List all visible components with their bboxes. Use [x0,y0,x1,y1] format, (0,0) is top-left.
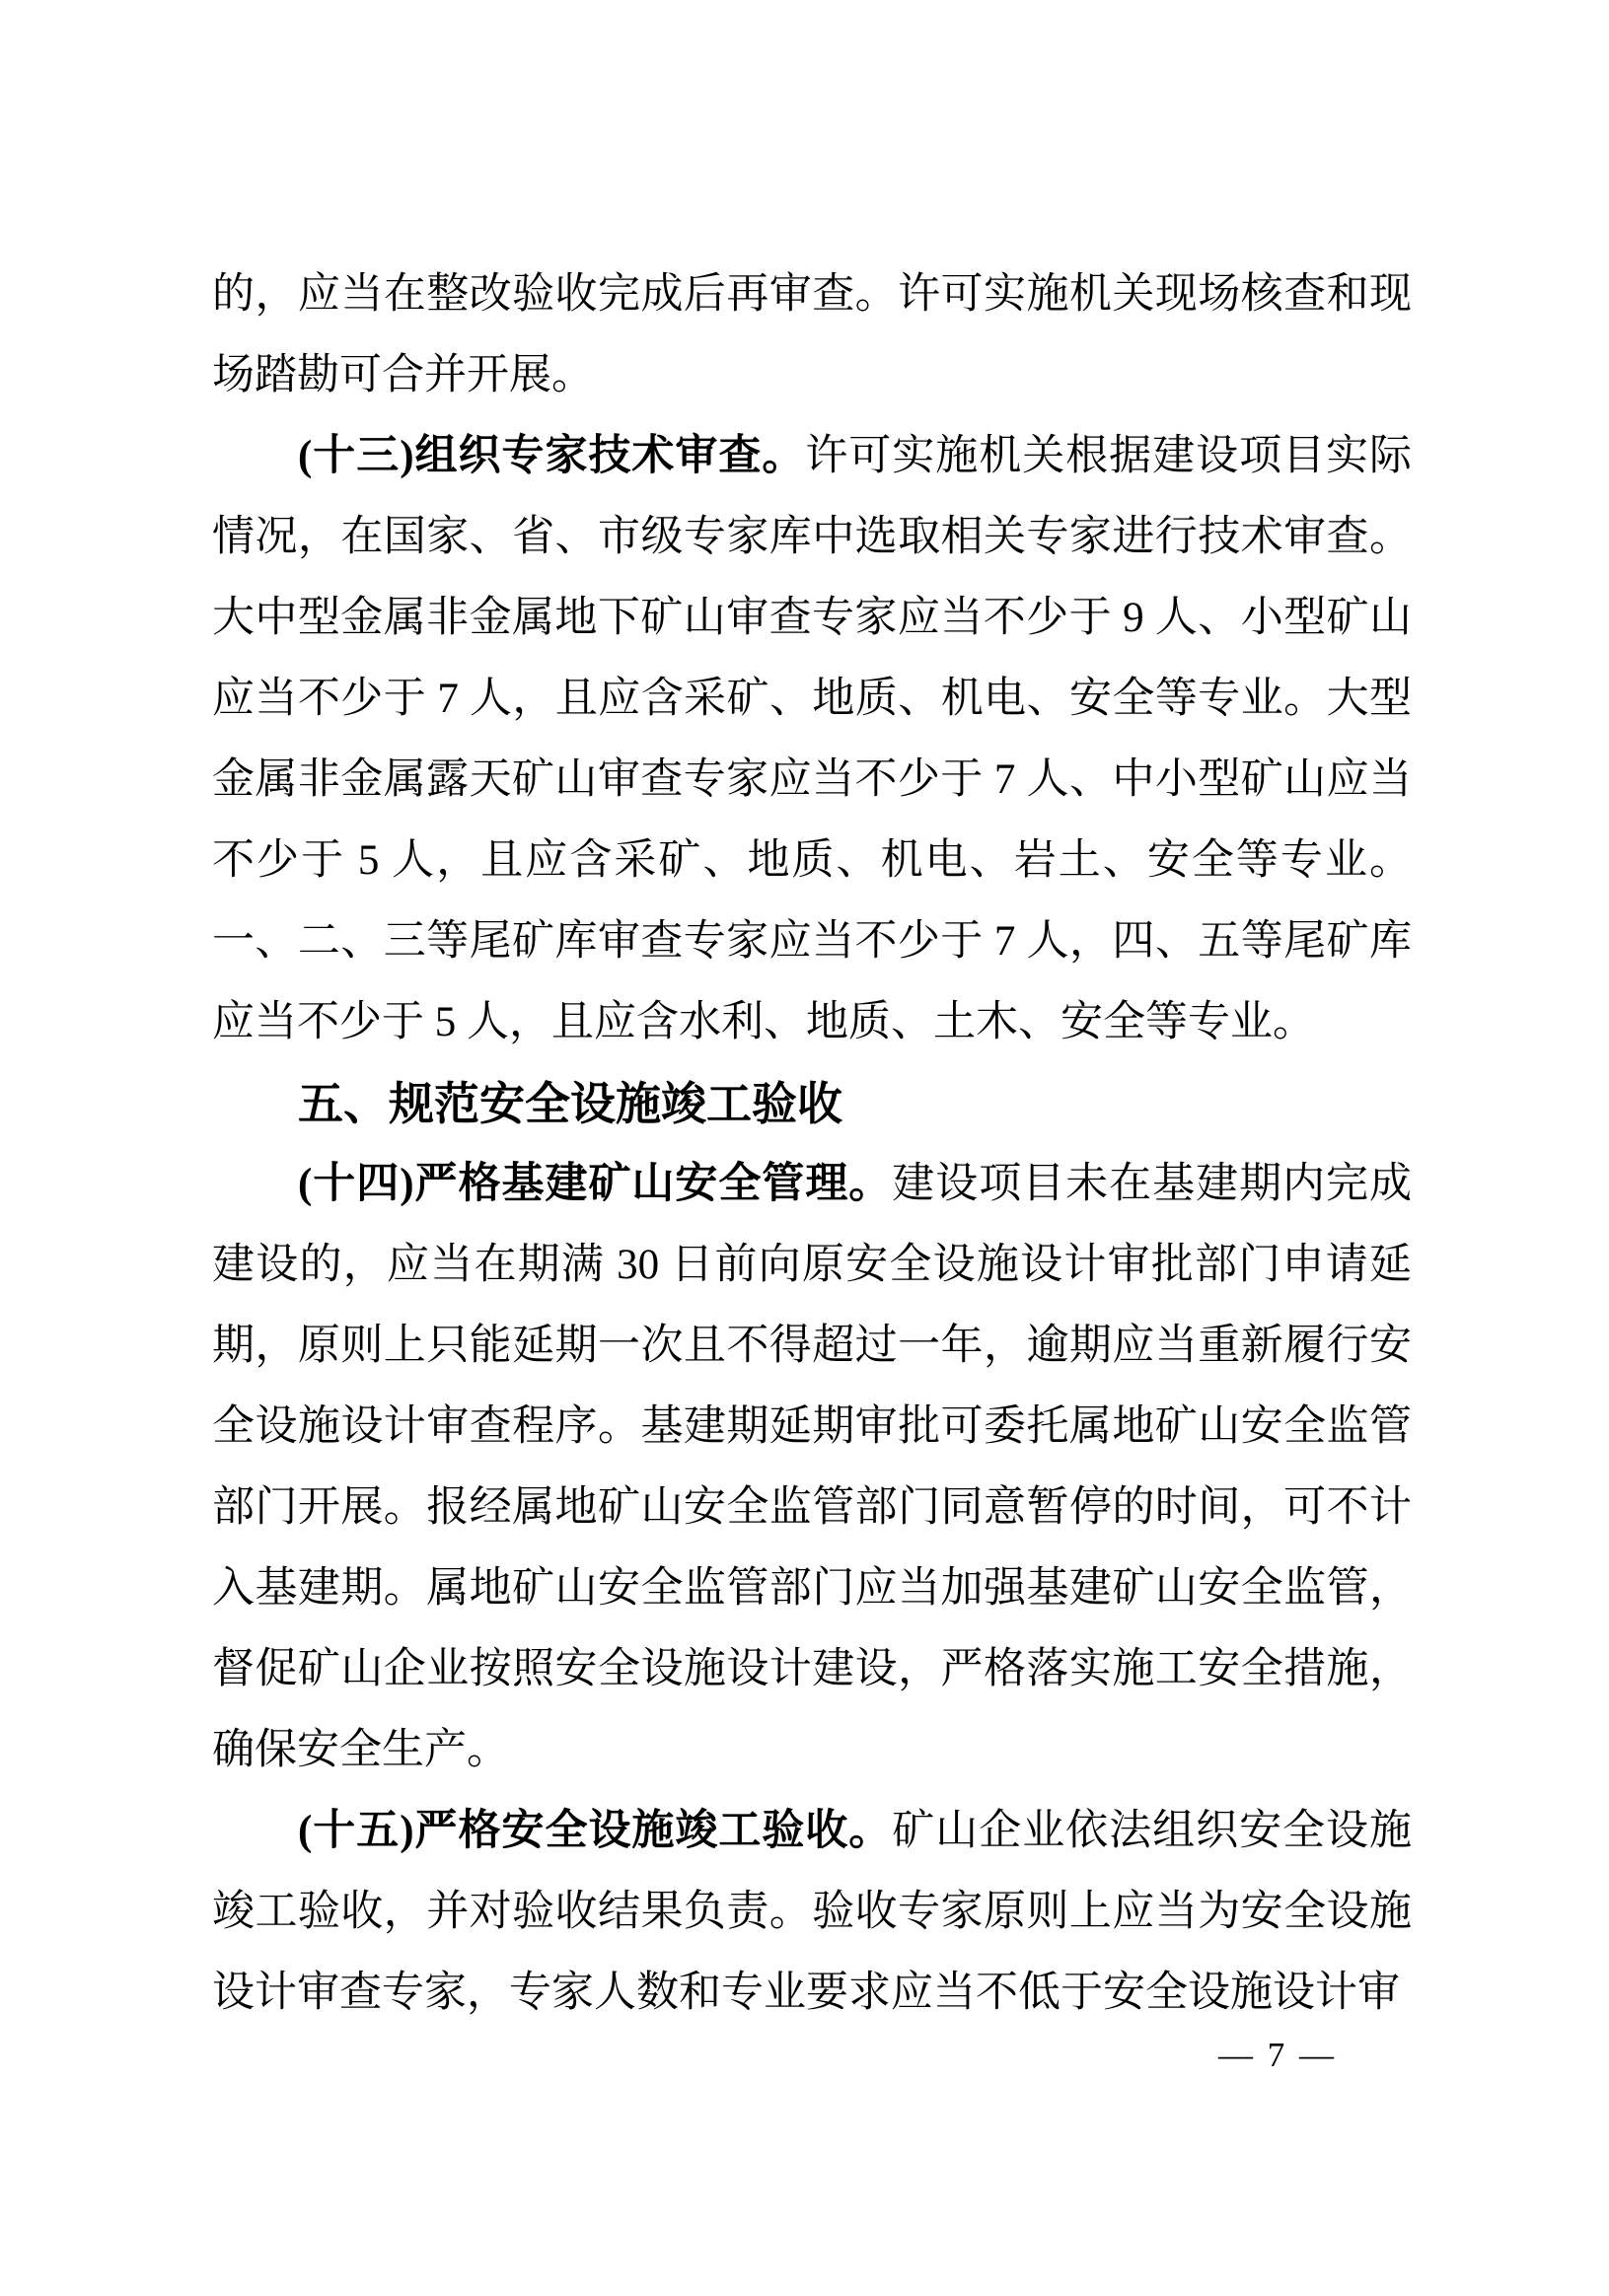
paragraph-item-14 [212,1144,1412,1791]
paragraph-item-15-body: 矿山企业依法组织安全设施竣工验收，并对验收结果负责。验收专家原则上应当为安全设施设计审查专家，专家人数和专业要求应当不低于安全设施设计审 [212,1808,1413,2016]
paragraph-item-13-lead: (十三)组织专家技术审查。 [298,433,806,479]
paragraph-item-13 [212,416,1412,1063]
page-number: — 7 — [1218,2036,1337,2074]
section-heading-5: 五、规范安全设施竣工验收 [298,1078,842,1129]
document-text-block [212,254,1412,2034]
paragraph-item-15 [212,1791,1412,2034]
paragraph-item-15-lead: (十五)严格安全设施竣工验收。 [298,1808,893,1854]
paragraph-continuation: 的，应当在整改验收完成后再审查。许可实施机关现场核查和现场踏勘可合并开展。 [212,271,1412,398]
paragraph-item-14-lead: (十四)严格基建矿山安全管理。 [298,1161,893,1207]
paragraph-item-13-body: 许可实施机关根据建设项目实际情况，在国家、省、市级专家库中选取相关专家进行技术审查。大中型金属非金属地下矿山审查专家应当不少于 9 人、小型矿山应当不少于 7 人，且应含采矿、地质、机电、安全等专业。大型金属非金属露天矿山审查专家应当不少于 7 人、中小型矿山应当不少于 5 人，且应含采矿、地质、机电、岩土、安全等专业。一、二、三等尾矿库审查专家应当不少于 7 人，四、五等尾矿库应当不少于 5 人，且应含水利、地质、土木、安全等专业。 [212,433,1413,1045]
paragraph-item-14-body: 建设项目未在基建期内完成建设的，应当在期满 30 日前向原安全设施设计审批部门申请延期，原则上只能延期一次且不得超过一年，逾期应当重新履行安全设施设计审查程序。基建期延期审批可委托属地矿山安全监管部门开展。报经属地矿山安全监管部门同意暂停的时间，可不计入基建期。属地矿山安全监管部门应当加强基建矿山安全监管，督促矿山企业按照安全设施设计建设，严格落实施工安全措施，确保安全生产。 [212,1161,1413,1773]
